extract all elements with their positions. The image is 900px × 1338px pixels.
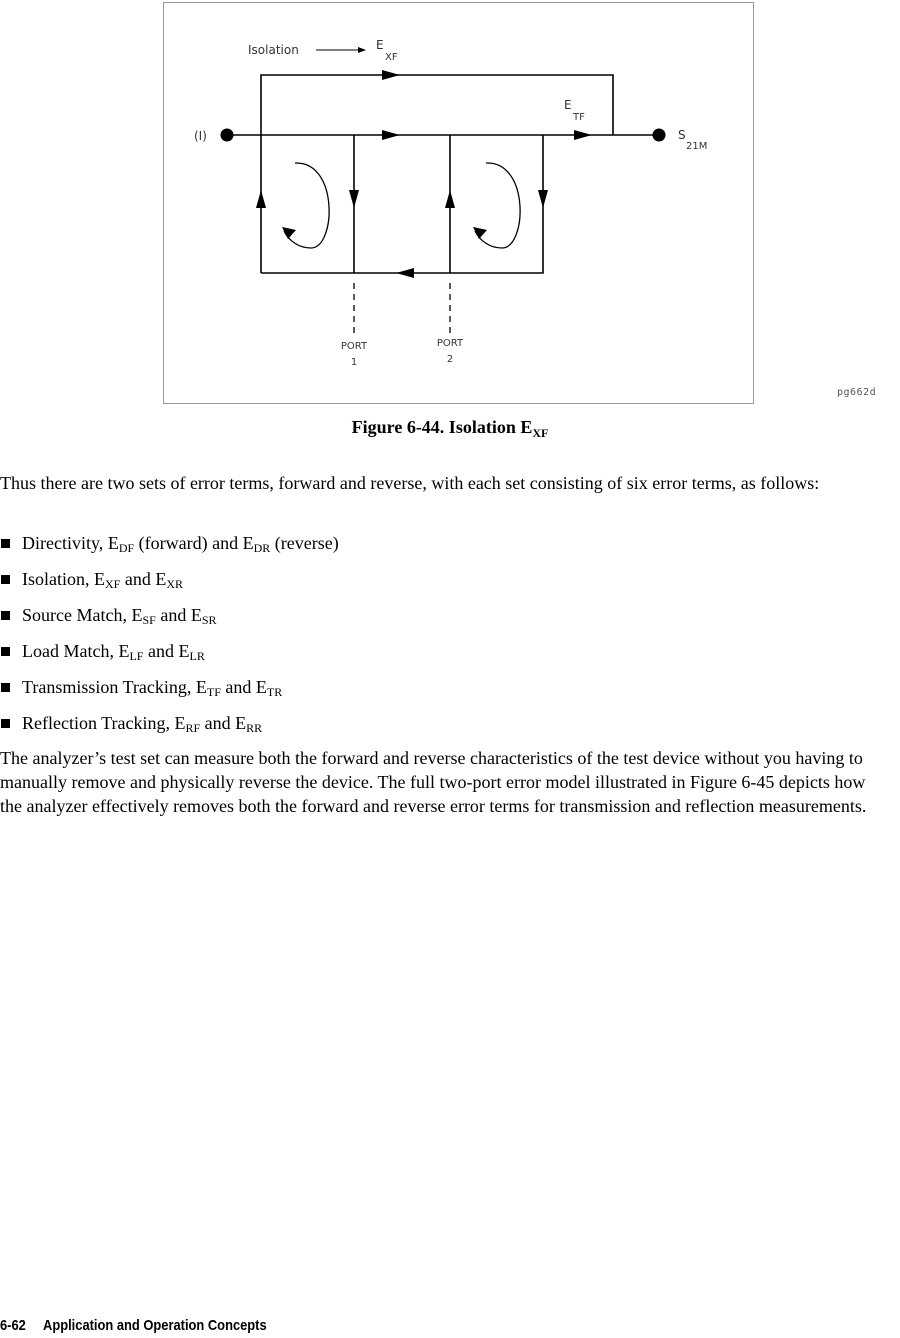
exf-label-subscript: XF — [385, 52, 398, 63]
s21m-label: S — [678, 128, 686, 142]
body-paragraph: The analyzer’s test set can measure both the forward and reverse characteristics of the test device without you having to manually remove and physically reverse the device. The full two-port error model illustrated in Figure 6-45 depicts how the analyzer effectively removes both the forward and reverse error terms for transmission and reflection measurements. — [0, 748, 867, 816]
port1-number: 1 — [350, 357, 358, 368]
bullet-square-icon — [1, 719, 10, 728]
figure-caption-text: Figure 6-44. Isolation E — [351, 417, 533, 437]
arrow-bottom-left — [396, 268, 414, 278]
port2-label: PORT — [436, 338, 464, 349]
input-node — [221, 129, 234, 142]
figure-caption-subscript: XF — [532, 426, 549, 440]
etf-label-subscript: TF — [573, 112, 585, 123]
arrow-left-up — [256, 190, 266, 208]
list-item: Source Match, $E_{SF}$ and $E_{SR}$ — [0, 602, 339, 638]
isolation-signal-flow-diagram — [164, 3, 755, 405]
page-number: 6-62 — [0, 1317, 26, 1334]
arrow-main-2 — [574, 130, 592, 140]
arrow-main-1 — [382, 130, 400, 140]
reverse-return-path — [261, 135, 543, 273]
exf-label: E — [376, 38, 384, 52]
s21m-label-subscript: 21M — [686, 141, 708, 152]
etf-label: E — [564, 98, 572, 112]
isolation-bypass-path — [261, 75, 613, 273]
bullet-square-icon — [1, 611, 10, 620]
input-label: (I) — [194, 129, 207, 143]
bullet-square-icon — [1, 575, 10, 584]
bullet-square-icon — [1, 539, 10, 548]
arrow-port2-up — [445, 190, 455, 208]
error-terms-list — [0, 530, 339, 746]
list-item: Directivity, $E_{DF}$ (forward) and $E_{DR}$ (reverse) — [0, 530, 339, 566]
figure-caption — [0, 417, 900, 441]
arrow-port1-down — [349, 190, 359, 208]
port1-label: PORT — [340, 341, 368, 352]
list-item: Transmission Tracking, $E_{TF}$ and $E_{TR}$ — [0, 674, 339, 710]
figure-id-code: pg662d — [837, 387, 877, 398]
arrow-right-down — [538, 190, 548, 208]
port2-number: 2 — [446, 354, 454, 365]
isolation-label: Isolation — [248, 43, 299, 57]
list-item: Isolation, $E_{XF}$ and $E_{XR}$ — [0, 566, 339, 602]
list-item: Load Match, $E_{LF}$ and $E_{LR}$ — [0, 638, 339, 674]
page-footer — [0, 1317, 267, 1334]
list-item: Reflection Tracking, $E_{RF}$ and $E_{RR}$ — [0, 710, 339, 746]
intro-paragraph: Thus there are two sets of error terms, forward and reverse, with each set consisting of six error terms, as follows: — [0, 473, 820, 493]
output-node — [653, 129, 666, 142]
bullet-square-icon — [1, 683, 10, 692]
bullet-square-icon — [1, 647, 10, 656]
figure-frame — [163, 2, 754, 404]
arrow-top-right — [382, 70, 400, 80]
section-title: Application and Operation Concepts — [43, 1317, 267, 1334]
